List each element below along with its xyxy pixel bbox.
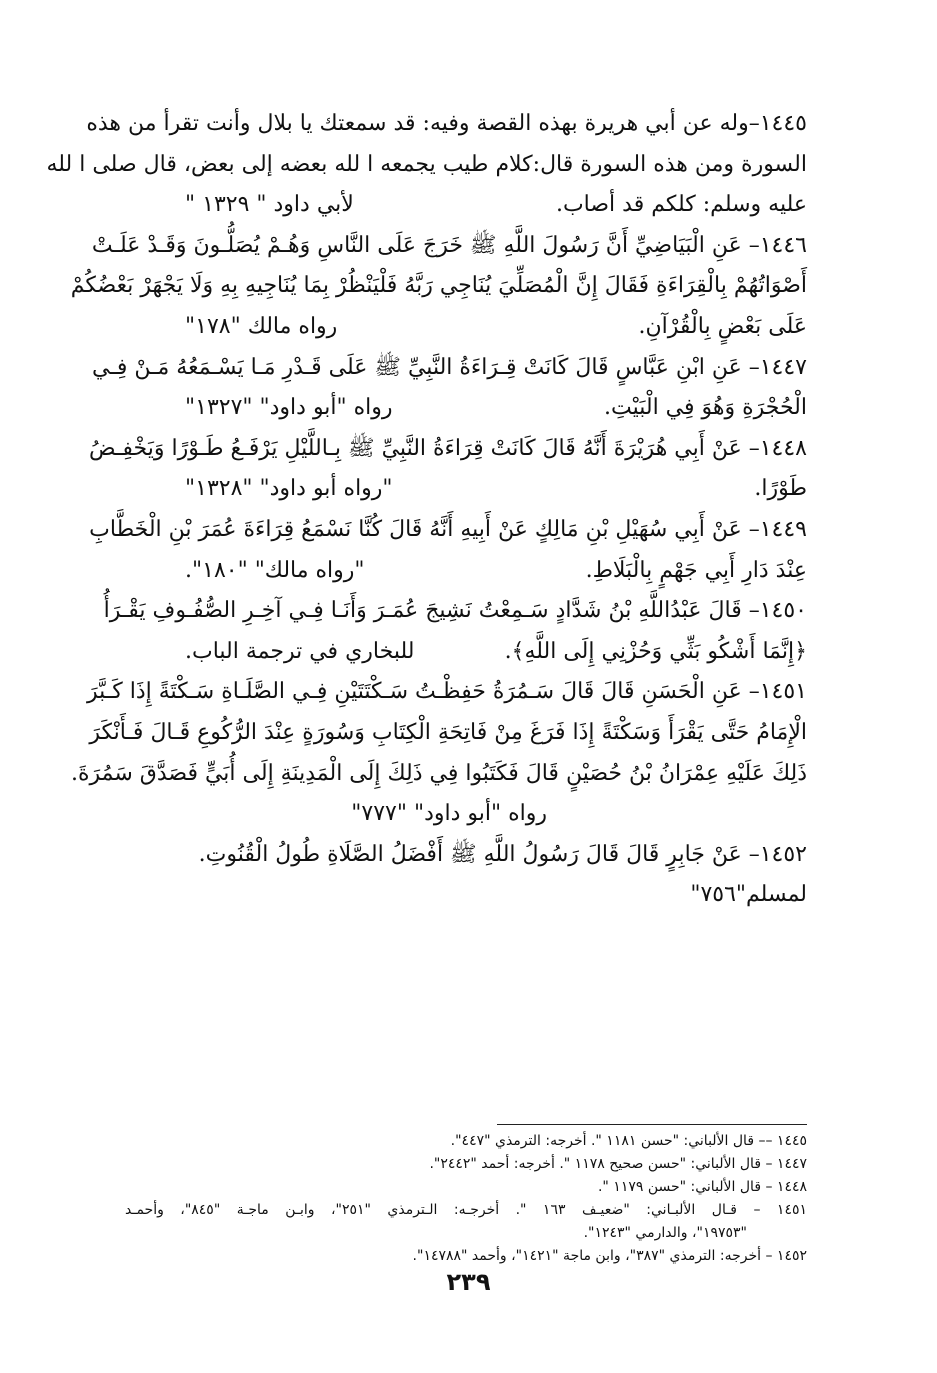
text-line: السورة ومن هذه السورة قال:كلام طيب يجمعه ا لله بعضه إلى بعض، قال صلى ا لله [46, 151, 807, 177]
text-line [125, 185, 807, 226]
footnote: ١٤٤٥ –– قال الألباني: "حسن ١١٨١ ". أخرجه: الترمذي "٤٤٧". [450, 1133, 807, 1149]
footnote: ١٤٤٧ – قال الألباني: "حسن صحيح ١١٧٨ ". أخرجه: أحمد "٢٤٤٢". [429, 1156, 807, 1172]
text-line: ١٤٥١– عَنِ الْحَسَنِ قَالَ قَالَ سَـمُرَةُ حَفِظْـتُ سَـكْتَتَيْنِ فِـي الصَّلَـاةِ سَـكْتَةً إِذَا كَـبَّرَ [87, 679, 807, 705]
source-reference: رواه "أبو داود" "١٣٢٧" [185, 395, 393, 421]
footnotes [125, 1130, 807, 1268]
line-text: طَوْرًا. [754, 476, 807, 502]
source-reference: "رواه مالك" "١٨٠". [185, 557, 365, 583]
hadith-text [46, 104, 807, 916]
source-reference: "رواه أبو داود" "١٣٢٨" [185, 476, 393, 502]
text-line [125, 307, 807, 348]
text-line: ١٤٤٦– عَنِ الْبَيَاضِيِّ أَنَّ رَسُولَ اللَّهِ ﷺ خَرَجَ عَلَى النَّاسِ وَهُـمْ يُصَلُّـونَ وَقَـدْ عَلَـتْ [91, 232, 807, 258]
text-line: ١٤٤٧– عَنِ ابْنِ عَبَّاسٍ قَالَ كَانَتْ قِـرَاءَةُ النَّبِيِّ ﷺ عَلَى قَـدْرِ مَـا يَسْـمَعُهُ مَـنْ فِـي [92, 354, 807, 380]
text-line: ١٤٤٩– عَنْ أَبِي سُهَيْلِ بْنِ مَالِكٍ عَنْ أَبِيهِ أَنَّهُ قَالَ كُنَّا نَسْمَعُ قِرَاءَةَ عُمَرَ بْنِ الْخَطَّابِ [89, 516, 807, 542]
text-line [125, 551, 807, 592]
text-line: ١٤٥٠– قَالَ عَبْدُاللَّهِ بْنُ شَدَّادٍ سَـمِعْتُ نَشِيجَ عُمَـرَ وَأَنَـا فِـي آخِـرِ الصُّفُـوفِ يَقْـرَأُ [103, 598, 807, 624]
text-line: ذَلِكَ عَلَيْهِ عِمْرَانُ بْنُ حُصَيْنٍ قَالَ فَكَتَبُوا فِي ذَلِكَ إِلَى الْمَدِينَةِ إِلَى أُبَيٍّ فَصَدَّقَ سَمُرَةَ. [70, 760, 807, 786]
text-line: أَصْوَاتُهُمْ بِالْقِرَاءَةِ فَقَالَ إِنَّ الْمُصَلِّيَ يُنَاجِي رَبَّهُ فَلْيَنْظُرْ بِمَا يُنَاجِيهِ بِهِ وَلَا يَجْهَرْ بَعْضُكُمْ [70, 273, 807, 299]
footnote-divider [497, 1124, 807, 1125]
text-line: الْإِمَامُ حَتَّى يَقْرَأَ وَسَكْتَةً إِذَا فَرَغَ مِنْ فَاتِحَةِ الْكِتَابِ وَسُورَةٍ عِنْدَ الرُّكُوعِ قَـالَ فَـأَنْكَرَ [89, 719, 807, 745]
footnote-continuation: "١٩٧٥٣"، والدارمي "١٢٤٣". [583, 1225, 747, 1241]
source-reference: رواه مالك "١٧٨" [185, 313, 338, 339]
source-reference: لأبي داود " ١٣٢٩ " [185, 192, 354, 218]
footnote: ١٤٥٢ – أخرجه: الترمذي "٣٨٧"، وابن ماجة "١٤٢١"، وأحمد "١٤٧٨٨". [412, 1248, 807, 1264]
text-line: ١٤٤٥–وله عن أبي هريرة بهذه القصة وفيه: قد سمعتك يا بلال وأنت تقرأ من هذه [86, 111, 807, 136]
text-line [125, 632, 807, 673]
source-reference: لمسلم"٧٥٦" [690, 882, 807, 908]
text-line: ١٤٥٢– عَنْ جَابِرٍ قَالَ قَالَ رَسُولُ اللَّهِ ﷺ أَفْضَلُ الصَّلَاةِ طُولُ الْقُنُوتِ. [198, 841, 807, 867]
line-text: الْحُجْرَةِ وَهُوَ فِي الْبَيْتِ. [604, 395, 807, 421]
source-reference: رواه "أبو داود" "٧٧٧" [351, 801, 547, 827]
text-line [125, 469, 807, 510]
text-line [125, 388, 807, 429]
line-text: عَلَى بَعْضٍ بِالْقُرْآنِ. [638, 313, 807, 339]
line-text: عِنْدَ دَارِ أَبِي جَهْمٍ بِالْبَلَاطِ. [585, 557, 807, 583]
line-text: عليه وسلم: كلكم قد أصاب. [555, 192, 807, 218]
footnote: ١٤٤٨ – قال الألباني: "حسن ١١٧٩ ". [597, 1179, 807, 1195]
line-text: ﴿إِنَّمَا أَشْكُو بَثِّي وَحُزْنِي إِلَى اللَّهِ﴾. [504, 638, 807, 664]
source-reference: للبخاري في ترجمة الباب. [185, 638, 415, 664]
text-line: ١٤٤٨– عَنْ أَبِي هُرَيْرَةَ أَنَّهُ قَالَ كَانَتْ قِرَاءَةُ النَّبِيِّ ﷺ بِـاللَّيْلِ يَرْفَـعُ طَـوْرًا وَيَخْفِـضُ [89, 435, 807, 461]
footnote: ١٤٥١ – قـال الألبـاني: "ضعيـف ١٦٣ ". أخرجـه: الـترمذي "٢٥١"، وابـن ماجـة "٨٤٥"، وأحمـد [125, 1202, 807, 1218]
page-number: ٢٣٩ [446, 1268, 491, 1296]
